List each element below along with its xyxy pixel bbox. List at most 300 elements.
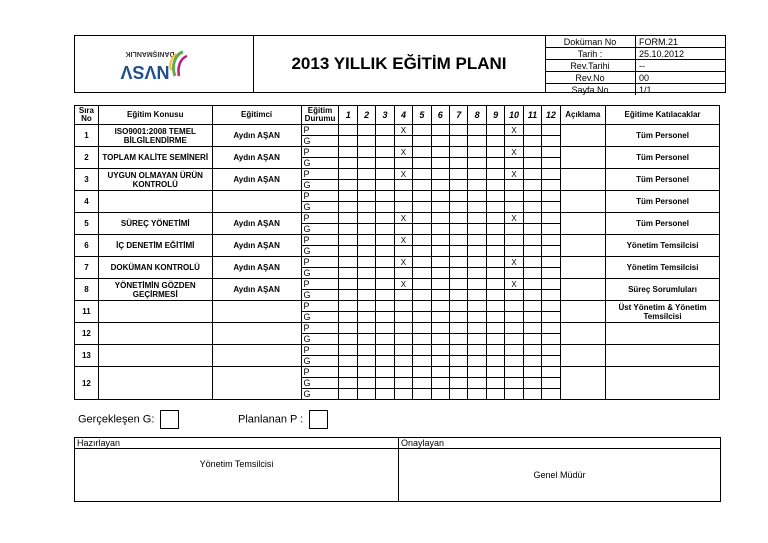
month-cell[interactable]: [394, 158, 412, 169]
month-cell[interactable]: [376, 136, 394, 147]
month-cell[interactable]: [542, 378, 560, 389]
month-cell[interactable]: X: [394, 235, 412, 246]
month-cell[interactable]: [523, 290, 541, 301]
month-cell[interactable]: [486, 334, 504, 345]
month-cell[interactable]: [523, 235, 541, 246]
month-cell[interactable]: [376, 378, 394, 389]
month-cell[interactable]: [357, 136, 375, 147]
month-cell[interactable]: [394, 378, 412, 389]
month-cell[interactable]: [376, 125, 394, 136]
month-cell[interactable]: [413, 334, 431, 345]
month-cell[interactable]: [376, 356, 394, 367]
month-cell[interactable]: [542, 279, 560, 290]
month-cell[interactable]: [542, 323, 560, 334]
description-cell[interactable]: [560, 147, 606, 169]
month-cell[interactable]: [468, 323, 486, 334]
month-cell[interactable]: [339, 279, 357, 290]
month-cell[interactable]: [339, 169, 357, 180]
month-cell[interactable]: [523, 246, 541, 257]
month-cell[interactable]: X: [394, 213, 412, 224]
month-cell[interactable]: [505, 136, 523, 147]
month-cell[interactable]: [450, 334, 468, 345]
month-cell[interactable]: [376, 389, 394, 400]
month-cell[interactable]: [523, 180, 541, 191]
month-cell[interactable]: [505, 235, 523, 246]
month-cell[interactable]: [486, 202, 504, 213]
month-cell[interactable]: [542, 125, 560, 136]
month-cell[interactable]: [450, 224, 468, 235]
month-cell[interactable]: [486, 136, 504, 147]
month-cell[interactable]: [376, 290, 394, 301]
month-cell[interactable]: [413, 213, 431, 224]
month-cell[interactable]: [376, 169, 394, 180]
description-cell[interactable]: [560, 191, 606, 213]
month-cell[interactable]: [376, 224, 394, 235]
planned-checkbox[interactable]: [309, 410, 328, 429]
month-cell[interactable]: [450, 345, 468, 356]
month-cell[interactable]: [468, 169, 486, 180]
month-cell[interactable]: [394, 389, 412, 400]
month-cell[interactable]: [376, 334, 394, 345]
month-cell[interactable]: [431, 136, 449, 147]
month-cell[interactable]: [450, 312, 468, 323]
month-cell[interactable]: [523, 334, 541, 345]
month-cell[interactable]: [376, 367, 394, 378]
month-cell[interactable]: [431, 389, 449, 400]
month-cell[interactable]: [486, 367, 504, 378]
month-cell[interactable]: [486, 290, 504, 301]
month-cell[interactable]: [505, 356, 523, 367]
month-cell[interactable]: [431, 224, 449, 235]
month-cell[interactable]: [505, 246, 523, 257]
month-cell[interactable]: [339, 224, 357, 235]
month-cell[interactable]: [357, 345, 375, 356]
month-cell[interactable]: [450, 136, 468, 147]
month-cell[interactable]: [468, 334, 486, 345]
month-cell[interactable]: [413, 389, 431, 400]
month-cell[interactable]: [505, 301, 523, 312]
month-cell[interactable]: [431, 147, 449, 158]
month-cell[interactable]: [339, 378, 357, 389]
month-cell[interactable]: [486, 169, 504, 180]
month-cell[interactable]: [431, 279, 449, 290]
month-cell[interactable]: [542, 202, 560, 213]
description-cell[interactable]: [560, 279, 606, 301]
description-cell[interactable]: [560, 125, 606, 147]
month-cell[interactable]: X: [394, 279, 412, 290]
month-cell[interactable]: [542, 213, 560, 224]
month-cell[interactable]: [413, 345, 431, 356]
month-cell[interactable]: [413, 180, 431, 191]
month-cell[interactable]: [357, 169, 375, 180]
month-cell[interactable]: [394, 191, 412, 202]
month-cell[interactable]: [376, 323, 394, 334]
month-cell[interactable]: [339, 323, 357, 334]
month-cell[interactable]: [523, 147, 541, 158]
month-cell[interactable]: [413, 158, 431, 169]
month-cell[interactable]: [450, 257, 468, 268]
month-cell[interactable]: [542, 389, 560, 400]
month-cell[interactable]: [542, 224, 560, 235]
month-cell[interactable]: [431, 257, 449, 268]
month-cell[interactable]: [542, 345, 560, 356]
month-cell[interactable]: [357, 367, 375, 378]
description-cell[interactable]: [560, 257, 606, 279]
month-cell[interactable]: [523, 323, 541, 334]
month-cell[interactable]: [468, 290, 486, 301]
month-cell[interactable]: [339, 136, 357, 147]
month-cell[interactable]: [357, 389, 375, 400]
month-cell[interactable]: [376, 180, 394, 191]
month-cell[interactable]: [431, 268, 449, 279]
month-cell[interactable]: [394, 301, 412, 312]
month-cell[interactable]: [505, 367, 523, 378]
month-cell[interactable]: [468, 125, 486, 136]
month-cell[interactable]: [339, 246, 357, 257]
month-cell[interactable]: [468, 213, 486, 224]
month-cell[interactable]: [376, 191, 394, 202]
month-cell[interactable]: [505, 290, 523, 301]
month-cell[interactable]: [376, 246, 394, 257]
month-cell[interactable]: [431, 323, 449, 334]
month-cell[interactable]: [431, 213, 449, 224]
month-cell[interactable]: [468, 257, 486, 268]
month-cell[interactable]: [339, 213, 357, 224]
month-cell[interactable]: [413, 136, 431, 147]
month-cell[interactable]: [376, 158, 394, 169]
month-cell[interactable]: [413, 191, 431, 202]
description-cell[interactable]: [560, 323, 606, 345]
month-cell[interactable]: [450, 191, 468, 202]
month-cell[interactable]: [523, 268, 541, 279]
month-cell[interactable]: [376, 301, 394, 312]
month-cell[interactable]: [542, 268, 560, 279]
month-cell[interactable]: [431, 367, 449, 378]
month-cell[interactable]: [505, 345, 523, 356]
month-cell[interactable]: [339, 147, 357, 158]
month-cell[interactable]: [450, 213, 468, 224]
month-cell[interactable]: X: [394, 169, 412, 180]
month-cell[interactable]: [523, 136, 541, 147]
month-cell[interactable]: [357, 268, 375, 279]
month-cell[interactable]: [523, 125, 541, 136]
month-cell[interactable]: [486, 356, 504, 367]
month-cell[interactable]: [357, 235, 375, 246]
month-cell[interactable]: [413, 202, 431, 213]
month-cell[interactable]: [394, 312, 412, 323]
month-cell[interactable]: [431, 235, 449, 246]
month-cell[interactable]: [413, 125, 431, 136]
month-cell[interactable]: [376, 345, 394, 356]
month-cell[interactable]: [468, 224, 486, 235]
month-cell[interactable]: [468, 367, 486, 378]
month-cell[interactable]: [486, 389, 504, 400]
month-cell[interactable]: [542, 147, 560, 158]
month-cell[interactable]: [486, 180, 504, 191]
month-cell[interactable]: [468, 202, 486, 213]
month-cell[interactable]: [542, 180, 560, 191]
month-cell[interactable]: [376, 268, 394, 279]
month-cell[interactable]: [357, 378, 375, 389]
month-cell[interactable]: [431, 180, 449, 191]
month-cell[interactable]: [486, 125, 504, 136]
month-cell[interactable]: [486, 301, 504, 312]
month-cell[interactable]: [523, 356, 541, 367]
month-cell[interactable]: [413, 367, 431, 378]
description-cell[interactable]: [560, 213, 606, 235]
month-cell[interactable]: [394, 202, 412, 213]
month-cell[interactable]: [468, 191, 486, 202]
month-cell[interactable]: [431, 202, 449, 213]
month-cell[interactable]: [339, 235, 357, 246]
month-cell[interactable]: [339, 257, 357, 268]
month-cell[interactable]: [431, 290, 449, 301]
month-cell[interactable]: [431, 158, 449, 169]
month-cell[interactable]: [431, 301, 449, 312]
month-cell[interactable]: [357, 356, 375, 367]
month-cell[interactable]: [431, 125, 449, 136]
month-cell[interactable]: [542, 356, 560, 367]
month-cell[interactable]: [523, 301, 541, 312]
month-cell[interactable]: [523, 279, 541, 290]
month-cell[interactable]: [486, 323, 504, 334]
month-cell[interactable]: [523, 312, 541, 323]
month-cell[interactable]: [431, 356, 449, 367]
month-cell[interactable]: [376, 257, 394, 268]
month-cell[interactable]: [357, 158, 375, 169]
month-cell[interactable]: [542, 290, 560, 301]
month-cell[interactable]: [486, 279, 504, 290]
month-cell[interactable]: [357, 191, 375, 202]
month-cell[interactable]: [339, 158, 357, 169]
month-cell[interactable]: [486, 268, 504, 279]
month-cell[interactable]: [450, 235, 468, 246]
month-cell[interactable]: [339, 367, 357, 378]
month-cell[interactable]: [542, 191, 560, 202]
month-cell[interactable]: [505, 180, 523, 191]
month-cell[interactable]: [339, 290, 357, 301]
month-cell[interactable]: [468, 301, 486, 312]
month-cell[interactable]: [468, 180, 486, 191]
month-cell[interactable]: [413, 235, 431, 246]
description-cell[interactable]: [560, 345, 606, 367]
month-cell[interactable]: [542, 246, 560, 257]
month-cell[interactable]: [486, 191, 504, 202]
description-cell[interactable]: [560, 301, 606, 323]
month-cell[interactable]: [523, 169, 541, 180]
month-cell[interactable]: [376, 312, 394, 323]
month-cell[interactable]: [450, 246, 468, 257]
month-cell[interactable]: [413, 169, 431, 180]
month-cell[interactable]: [339, 312, 357, 323]
month-cell[interactable]: [376, 202, 394, 213]
month-cell[interactable]: [468, 345, 486, 356]
month-cell[interactable]: [394, 367, 412, 378]
month-cell[interactable]: [394, 290, 412, 301]
month-cell[interactable]: [523, 191, 541, 202]
month-cell[interactable]: [468, 389, 486, 400]
description-cell[interactable]: [560, 367, 606, 400]
month-cell[interactable]: [339, 334, 357, 345]
month-cell[interactable]: [486, 246, 504, 257]
month-cell[interactable]: [505, 312, 523, 323]
month-cell[interactable]: [468, 158, 486, 169]
month-cell[interactable]: X: [394, 147, 412, 158]
month-cell[interactable]: X: [505, 279, 523, 290]
month-cell[interactable]: [357, 279, 375, 290]
month-cell[interactable]: [394, 224, 412, 235]
month-cell[interactable]: [394, 136, 412, 147]
month-cell[interactable]: [505, 389, 523, 400]
month-cell[interactable]: [523, 345, 541, 356]
month-cell[interactable]: [486, 257, 504, 268]
month-cell[interactable]: [394, 180, 412, 191]
month-cell[interactable]: X: [505, 125, 523, 136]
month-cell[interactable]: [486, 224, 504, 235]
month-cell[interactable]: [413, 257, 431, 268]
description-cell[interactable]: [560, 169, 606, 191]
month-cell[interactable]: [486, 345, 504, 356]
month-cell[interactable]: [505, 224, 523, 235]
month-cell[interactable]: [357, 301, 375, 312]
month-cell[interactable]: [376, 213, 394, 224]
month-cell[interactable]: [413, 268, 431, 279]
month-cell[interactable]: [339, 389, 357, 400]
month-cell[interactable]: [394, 334, 412, 345]
month-cell[interactable]: [450, 147, 468, 158]
month-cell[interactable]: [413, 279, 431, 290]
month-cell[interactable]: [450, 180, 468, 191]
month-cell[interactable]: [523, 224, 541, 235]
month-cell[interactable]: [468, 356, 486, 367]
month-cell[interactable]: [505, 191, 523, 202]
month-cell[interactable]: [376, 235, 394, 246]
month-cell[interactable]: [339, 125, 357, 136]
month-cell[interactable]: [339, 202, 357, 213]
month-cell[interactable]: [450, 378, 468, 389]
month-cell[interactable]: [413, 378, 431, 389]
month-cell[interactable]: [468, 136, 486, 147]
month-cell[interactable]: [450, 367, 468, 378]
month-cell[interactable]: [376, 279, 394, 290]
month-cell[interactable]: [431, 246, 449, 257]
month-cell[interactable]: [523, 158, 541, 169]
month-cell[interactable]: X: [394, 257, 412, 268]
month-cell[interactable]: [394, 356, 412, 367]
month-cell[interactable]: [505, 323, 523, 334]
month-cell[interactable]: X: [505, 213, 523, 224]
month-cell[interactable]: X: [505, 257, 523, 268]
month-cell[interactable]: [523, 367, 541, 378]
month-cell[interactable]: [486, 147, 504, 158]
month-cell[interactable]: [542, 367, 560, 378]
month-cell[interactable]: [357, 125, 375, 136]
month-cell[interactable]: X: [505, 147, 523, 158]
month-cell[interactable]: [431, 334, 449, 345]
month-cell[interactable]: [431, 345, 449, 356]
month-cell[interactable]: [542, 257, 560, 268]
month-cell[interactable]: [431, 191, 449, 202]
month-cell[interactable]: [357, 246, 375, 257]
month-cell[interactable]: [394, 345, 412, 356]
month-cell[interactable]: [486, 378, 504, 389]
month-cell[interactable]: [450, 290, 468, 301]
month-cell[interactable]: [357, 147, 375, 158]
month-cell[interactable]: [468, 268, 486, 279]
month-cell[interactable]: [357, 290, 375, 301]
month-cell[interactable]: [505, 268, 523, 279]
month-cell[interactable]: [357, 202, 375, 213]
month-cell[interactable]: [394, 246, 412, 257]
month-cell[interactable]: [486, 158, 504, 169]
month-cell[interactable]: [468, 312, 486, 323]
month-cell[interactable]: [413, 301, 431, 312]
month-cell[interactable]: [339, 191, 357, 202]
month-cell[interactable]: [394, 323, 412, 334]
month-cell[interactable]: [450, 125, 468, 136]
month-cell[interactable]: [431, 169, 449, 180]
month-cell[interactable]: [505, 378, 523, 389]
month-cell[interactable]: [413, 224, 431, 235]
month-cell[interactable]: [450, 169, 468, 180]
month-cell[interactable]: [468, 147, 486, 158]
month-cell[interactable]: [505, 202, 523, 213]
month-cell[interactable]: [357, 334, 375, 345]
month-cell[interactable]: [523, 202, 541, 213]
month-cell[interactable]: [339, 180, 357, 191]
month-cell[interactable]: [523, 213, 541, 224]
month-cell[interactable]: [542, 334, 560, 345]
month-cell[interactable]: [542, 312, 560, 323]
month-cell[interactable]: X: [394, 125, 412, 136]
month-cell[interactable]: [357, 323, 375, 334]
description-cell[interactable]: [560, 235, 606, 257]
month-cell[interactable]: [542, 235, 560, 246]
month-cell[interactable]: [505, 334, 523, 345]
realized-checkbox[interactable]: [160, 410, 179, 429]
month-cell[interactable]: [357, 257, 375, 268]
month-cell[interactable]: [376, 147, 394, 158]
month-cell[interactable]: [523, 257, 541, 268]
month-cell[interactable]: [413, 356, 431, 367]
month-cell[interactable]: [468, 279, 486, 290]
month-cell[interactable]: [339, 268, 357, 279]
month-cell[interactable]: [413, 147, 431, 158]
month-cell[interactable]: [431, 378, 449, 389]
month-cell[interactable]: [413, 290, 431, 301]
month-cell[interactable]: [357, 180, 375, 191]
month-cell[interactable]: [468, 246, 486, 257]
month-cell[interactable]: [542, 136, 560, 147]
month-cell[interactable]: [468, 378, 486, 389]
month-cell[interactable]: [450, 268, 468, 279]
month-cell[interactable]: [468, 235, 486, 246]
month-cell[interactable]: [542, 301, 560, 312]
month-cell[interactable]: [413, 323, 431, 334]
month-cell[interactable]: [450, 158, 468, 169]
month-cell[interactable]: [542, 158, 560, 169]
month-cell[interactable]: [339, 356, 357, 367]
month-cell[interactable]: [450, 301, 468, 312]
month-cell[interactable]: [486, 312, 504, 323]
month-cell[interactable]: [413, 246, 431, 257]
month-cell[interactable]: [542, 169, 560, 180]
month-cell[interactable]: [450, 202, 468, 213]
month-cell[interactable]: [357, 213, 375, 224]
month-cell[interactable]: [431, 312, 449, 323]
month-cell[interactable]: [413, 312, 431, 323]
month-cell[interactable]: [450, 323, 468, 334]
